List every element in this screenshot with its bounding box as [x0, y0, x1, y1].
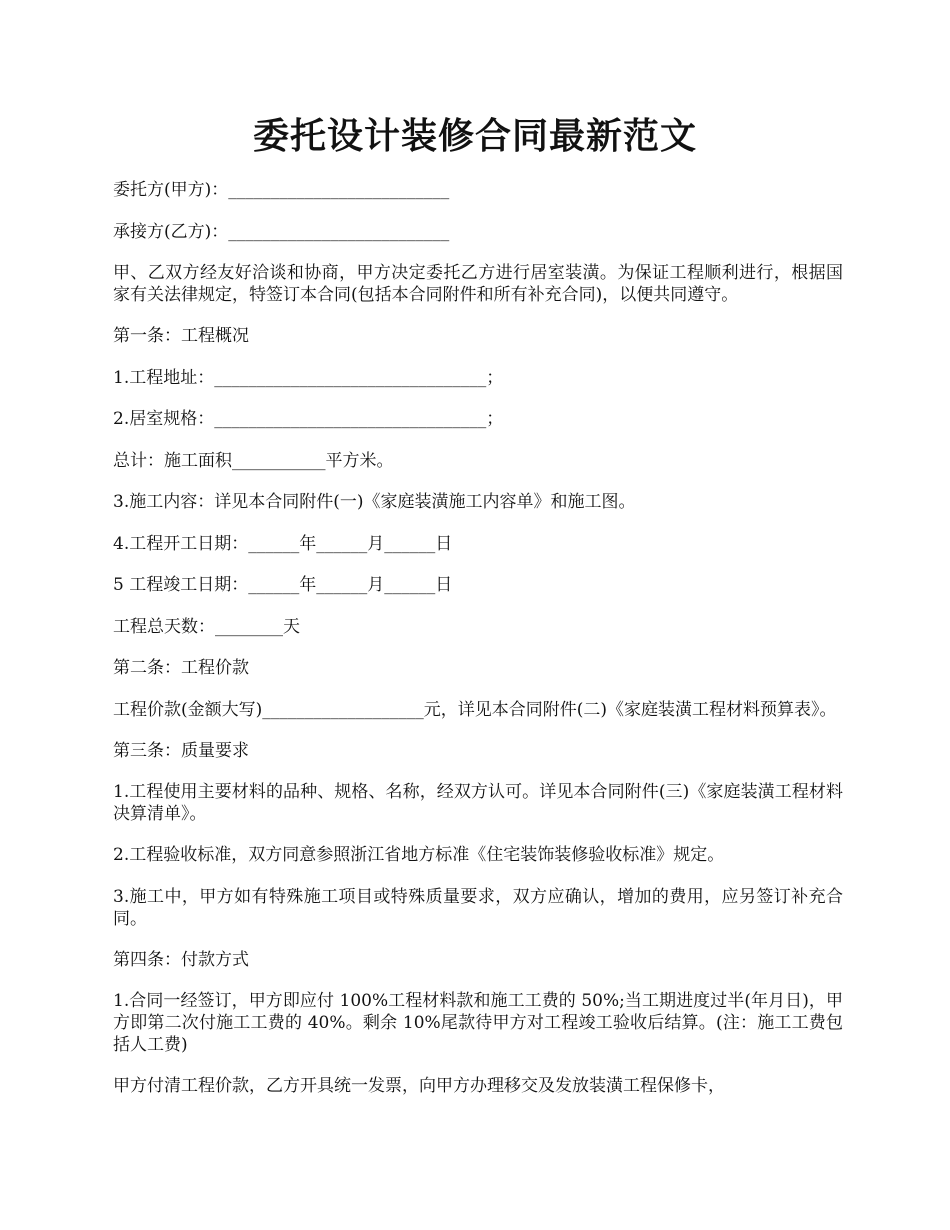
intro-paragraph: 甲、乙双方经友好洽谈和协商，甲方决定委托乙方进行居室装潢。为保证工程顺利进行，根据国家有关法律规定，特签订本合同(包括本合同附件和所有补充合同)，以便共同遵守。	[113, 263, 843, 305]
payment-terms-paragraph: 1.合同一经签订，甲方即应付 100%工程材料款和施工工费的 50%;当工期进度过半(年月日)，甲方即第二次付施工工费的 40%。剩余 10%尾款待甲方对工程竣工验收后结算。(注：施工工费包括人工费)	[113, 991, 843, 1055]
page-title: 委托设计装修合同最新范文	[252, 115, 697, 157]
materials-paragraph: 1.工程使用主要材料的品种、规格、名称，经双方认可。详见本合同附件(三)《家庭装潢工程材料决算清单》。	[113, 782, 843, 824]
acceptance-standard-line: 2.工程验收标准，双方同意参照浙江省地方标准《住宅装饰装修验收标准》规定。	[113, 845, 725, 865]
room-spec-line: 2.居室规格：________________________________；	[113, 409, 504, 429]
project-address-line: 1.工程地址：________________________________；	[113, 367, 504, 388]
construction-content-line: 3.施工内容：详见本合同附件(一)《家庭装潢施工内容单》和施工图。	[113, 492, 636, 512]
article-3-heading: 第三条：质量要求	[113, 740, 249, 761]
party-b-line: 承接方(乙方)：__________________________	[113, 221, 450, 242]
article-2-heading: 第二条：工程价款	[113, 658, 249, 678]
document-body	[113, 179, 843, 1117]
total-days-line: 工程总天数：________天	[113, 616, 300, 637]
article-4-heading: 第四条：付款方式	[113, 949, 249, 970]
party-a-line: 委托方(甲方)：__________________________	[113, 180, 450, 200]
completion-date-line: 5 工程竣工日期：______年______月______日	[113, 575, 453, 595]
start-date-line: 4.工程开工日期：______年______月______日	[113, 533, 453, 554]
total-area-line: 总计：施工面积___________平方米。	[113, 450, 394, 471]
project-price-paragraph: 工程价款(金额大写)___________________元，详见本合同附件(二)《家庭装潢工程材料预算表》。	[113, 699, 837, 720]
final-payment-line: 甲方付清工程价款，乙方开具统一发票，向甲方办理移交及发放装潢工程保修卡，	[113, 1076, 725, 1096]
article-1-heading: 第一条：工程概况	[113, 326, 249, 346]
special-requirements-paragraph: 3.施工中，甲方如有特殊施工项目或特殊质量要求，双方应确认，增加的费用，应另签订补充合同。	[113, 886, 843, 929]
